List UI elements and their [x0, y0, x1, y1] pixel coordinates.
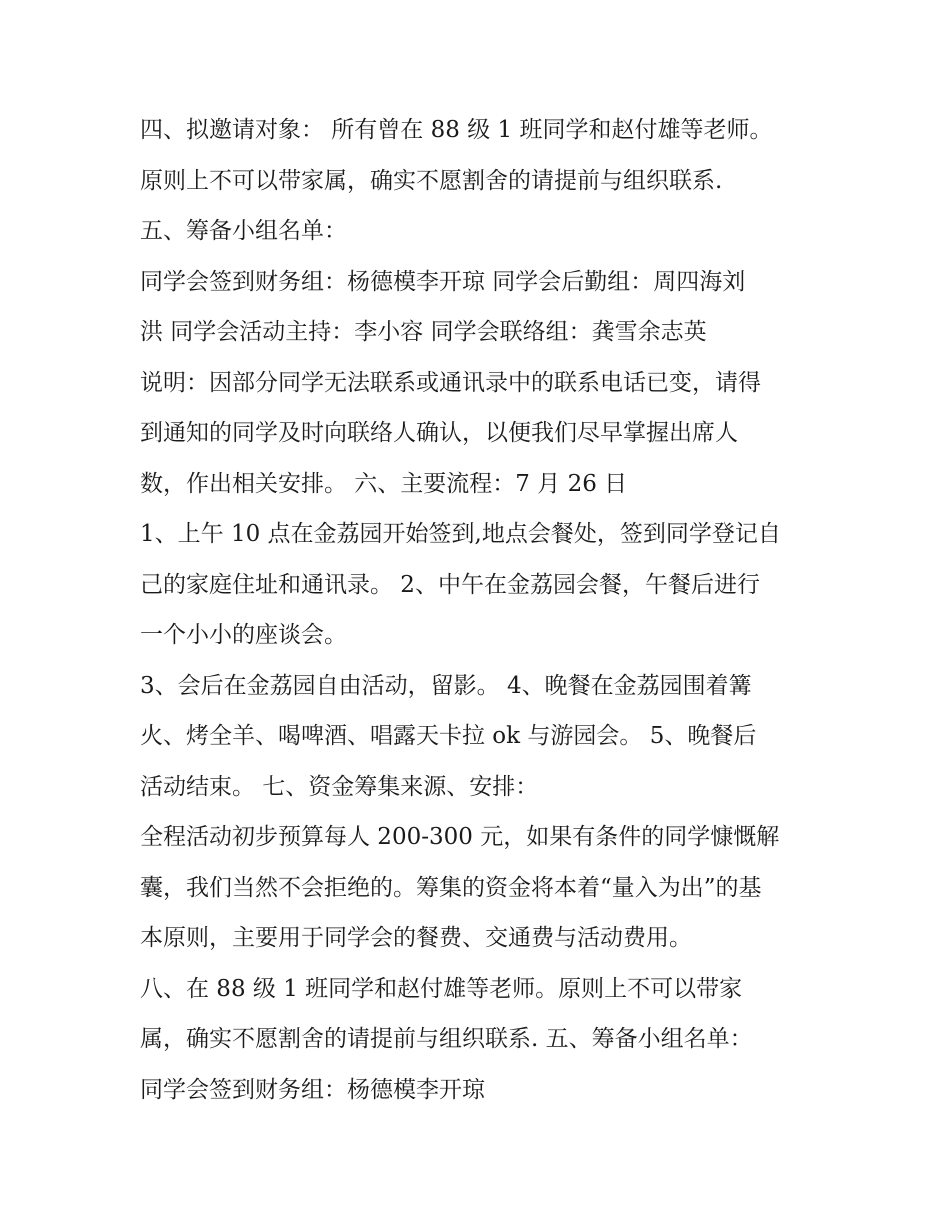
- text-line-schedule-4: 3、会后在金荔园自由活动，留影。 4、晚餐在金荔园围着篝: [140, 672, 752, 699]
- text-line-invitees: 四、拟邀请对象： 所有曾在 88 级 1 班同学和赵付雄等老师。: [140, 117, 773, 143]
- text-line-section-eight-1: 八、在 88 级 1 班同学和赵付雄等老师。原则上不可以带家: [140, 975, 743, 1002]
- text-line-committee-heading: 五、筹备小组名单：: [140, 218, 347, 244]
- text-line-funding-2: 囊，我们当然不会拒绝的。筹集的资金将本着“量入为出”的基: [140, 874, 762, 901]
- text-line-funding-1: 全程活动初步预算每人 200-300 元，如果有条件的同学慷慨解: [140, 824, 780, 850]
- text-line-schedule-6: 活动结束。 七、资金筹集来源、安排：: [140, 773, 539, 800]
- text-line-schedule-1: 1、上午 10 点在金荔园开始签到,地点会餐处，签到同学登记自: [140, 521, 781, 547]
- text-line-family-rule: 原则上不可以带家属，确实不愿割舍的请提前与组织联系.: [140, 167, 723, 194]
- text-line-committee-2: 洪 同学会活动主持：李小容 同学会联络组：龚雪余志英: [140, 319, 707, 345]
- text-line-schedule-5: 火、烤全羊、喝啤酒、唱露天卡拉 ok 与游园会。 5、晚餐后: [140, 723, 757, 749]
- text-line-note-2: 到通知的同学及时向联络人确认，以便我们尽早掌握出席人: [140, 420, 738, 446]
- text-line-committee-1: 同学会签到财务组：杨德模李开琼 同学会后勤组：周四海刘: [140, 268, 746, 295]
- text-line-schedule-2: 己的家庭住址和通讯录。 2、中午在金荔园会餐，午餐后进行: [140, 571, 760, 598]
- text-line-funding-3: 本原则，主要用于同学会的餐费、交通费与活动费用。: [140, 925, 692, 951]
- document-body: [140, 105, 830, 1115]
- text-line-section-eight-2: 属，确实不愿割舍的请提前与组织联系. 五、筹备小组名单：: [140, 1026, 753, 1052]
- text-line-note-3: 数，作出相关安排。 六、主要流程：7 月 26 日: [140, 470, 628, 497]
- text-line-section-eight-3: 同学会签到财务组：杨德模李开琼: [140, 1076, 485, 1103]
- text-line-schedule-3: 一个小小的座谈会。: [140, 622, 347, 648]
- text-line-note-1: 说明：因部分同学无法联系或通讯录中的联系电话已变，请得: [140, 369, 761, 396]
